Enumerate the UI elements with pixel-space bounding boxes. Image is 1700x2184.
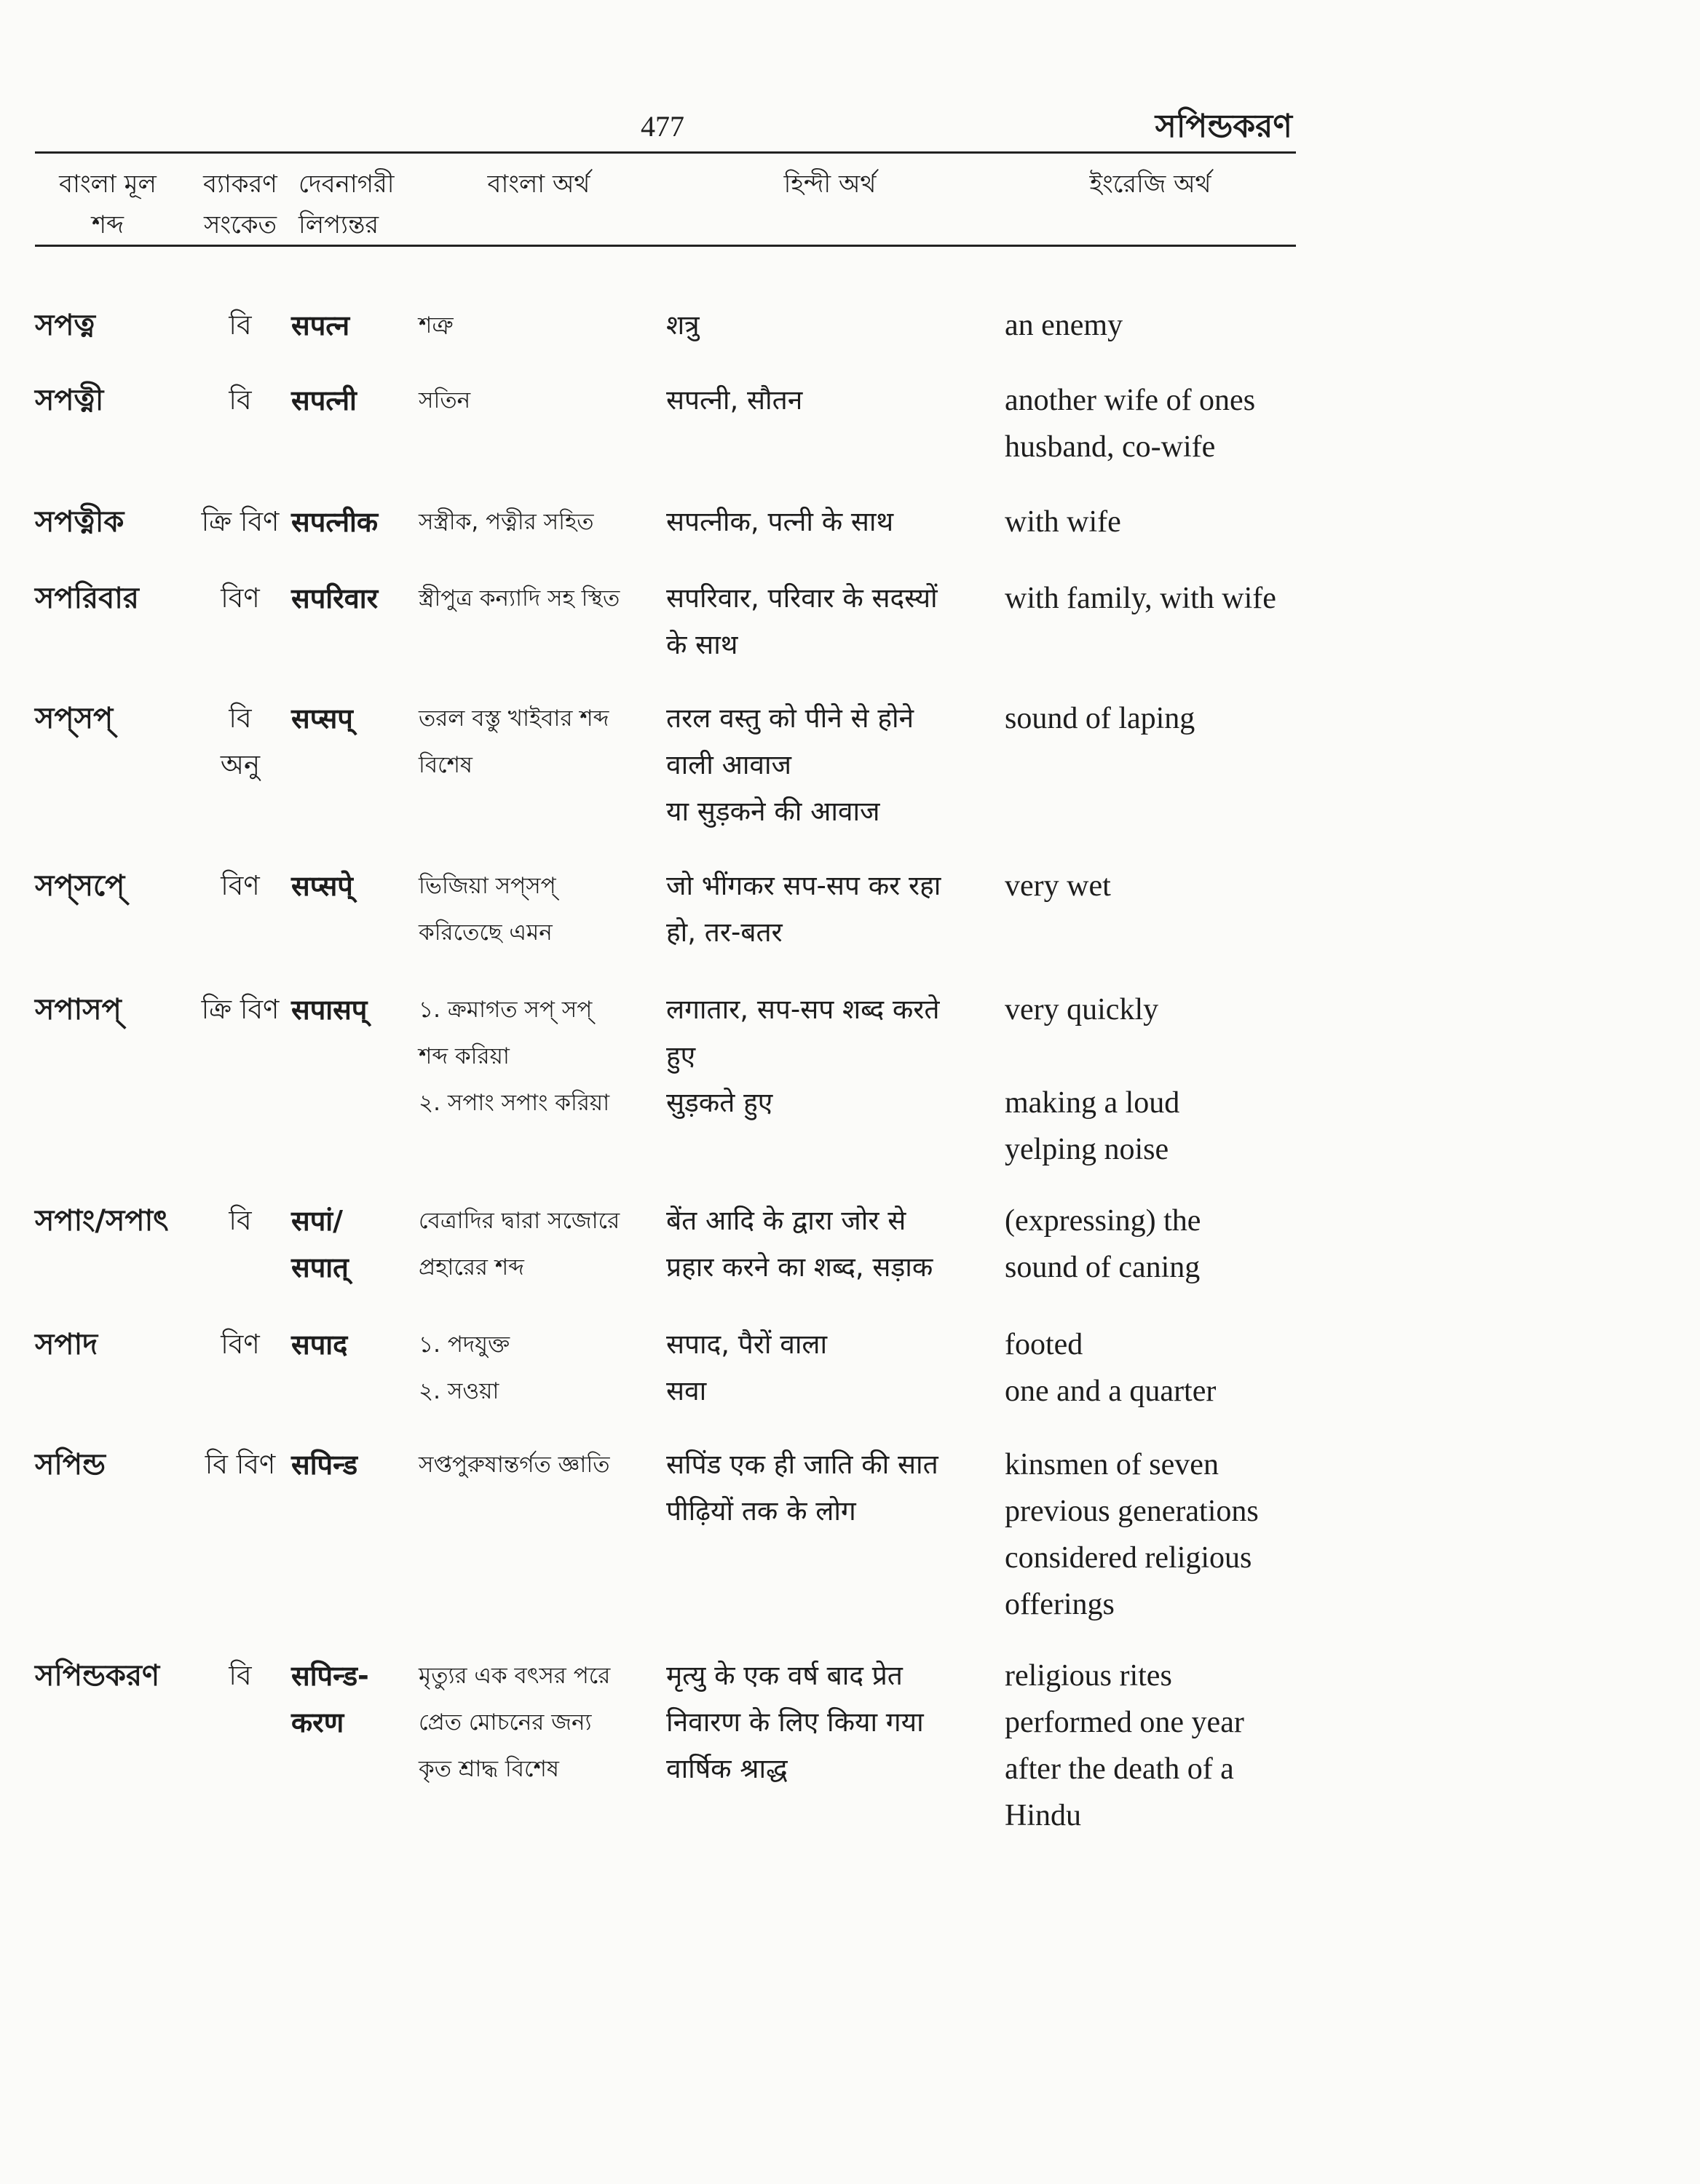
entry-english-meaning xyxy=(1005,1198,1303,1291)
entry-english-meaning xyxy=(1005,863,1303,909)
entry-grammar xyxy=(186,1441,295,1488)
entry-grammar-line: ক্রি বিণ xyxy=(201,506,280,537)
entry-english-meaning-line: kinsmen of seven xyxy=(1005,1448,1219,1481)
entry-english-meaning-line: sound of laping xyxy=(1005,702,1195,735)
entry-bengali-meaning xyxy=(419,986,659,1126)
entry-grammar-line: বি xyxy=(229,1660,252,1691)
entry-grammar-line: বিণ xyxy=(221,582,260,614)
entry-bengali-meaning xyxy=(419,377,659,424)
entry-hindi-meaning-line: जो भींगकर सप-सप कर रहा xyxy=(666,870,941,901)
entry-hindi-meaning xyxy=(666,986,997,1126)
entry-word-line: সপাং/সপাৎ xyxy=(35,1204,169,1238)
entry-grammar-line: বিণ xyxy=(221,1329,260,1360)
entry-hindi-meaning xyxy=(666,1198,997,1291)
column-header-grammar: ব্যাকরণ সংকেত xyxy=(203,170,277,240)
entry-devanagari xyxy=(291,1198,422,1291)
column-header-hindi-meaning: হিন্দী অর্থ xyxy=(783,170,877,199)
entry-word xyxy=(35,302,191,349)
entry-english-meaning-line: performed one year xyxy=(1005,1706,1244,1739)
entry-bengali-meaning-line: কৃত শ্রাদ্ধ বিশেষ xyxy=(419,1756,559,1782)
entry-bengali-meaning-line: প্রেত মোচনের জন্য xyxy=(419,1709,592,1736)
running-head: সপিন্ডকরণ xyxy=(1155,108,1292,145)
entry-english-meaning-line: offerings xyxy=(1005,1588,1115,1621)
entry-bengali-meaning-line: করিতেছে এমন xyxy=(419,919,553,946)
entry-word-line: সপ্‌সপে্ xyxy=(35,869,125,903)
entry-bengali-meaning-line: শব্দ করিয়া xyxy=(419,1043,510,1069)
entry-devanagari-line: सपासप् xyxy=(291,994,368,1026)
entry-word-line: সপিন্ড xyxy=(35,1448,106,1481)
entry-hindi-meaning-line: या सुड़कने की आवाज xyxy=(666,796,880,827)
entry-word xyxy=(35,377,191,424)
entry-english-meaning xyxy=(1005,986,1303,1173)
entry-word xyxy=(35,1198,191,1244)
entry-bengali-meaning xyxy=(419,302,659,349)
entry-bengali-meaning-line: তরল বস্তু খাইবার শব্দ xyxy=(419,705,609,732)
column-header-devanagari: দেবনাগরী লিপ্যন্তর xyxy=(299,170,395,240)
entry-hindi-meaning-line: पीढ़ियों तक के लोग xyxy=(666,1495,856,1527)
entry-hindi-meaning xyxy=(666,695,997,835)
entry-hindi-meaning xyxy=(666,575,997,668)
entry-hindi-meaning xyxy=(666,1653,997,1792)
entry-bengali-meaning-line: ২. সপাং সপাং করিয়া xyxy=(419,1090,610,1116)
entry-devanagari-line: सपिन्ड xyxy=(291,1449,358,1481)
entry-bengali-meaning xyxy=(419,1653,659,1792)
entry-grammar xyxy=(186,695,295,788)
entry-grammar xyxy=(186,499,295,545)
entry-hindi-meaning-line: सुड़कते हुए xyxy=(666,1087,773,1118)
entry-english-meaning-line: another wife of ones xyxy=(1005,384,1256,417)
entry-hindi-meaning-line: सवा xyxy=(666,1375,707,1406)
entry-bengali-meaning-line: ১. পদযুক্ত xyxy=(419,1332,510,1358)
entry-grammar xyxy=(186,986,295,1033)
entry-hindi-meaning-line: मृत्यु के एक वर्ष बाद प्रेत xyxy=(666,1660,903,1691)
entry-hindi-meaning-line: बेंत आदि के द्वारा जोर से xyxy=(666,1205,906,1236)
entry-hindi-meaning-line: वाली आवाज xyxy=(666,749,792,780)
header-rule-top xyxy=(35,151,1296,154)
entry-devanagari-line: सपिन्ड- xyxy=(291,1660,369,1692)
entry-bengali-meaning-line: ভিজিয়া সপ্‌সপ্ xyxy=(419,873,556,899)
entry-devanagari-line: सप्सपे् xyxy=(291,870,353,902)
entry-grammar-line: ক্রি বিণ xyxy=(201,994,280,1025)
entry-hindi-meaning-line: तरल वस्तु को पीने से होने xyxy=(666,703,914,734)
entry-english-meaning-line: with wife xyxy=(1005,505,1121,539)
entry-english-meaning-line: after the death of a xyxy=(1005,1752,1234,1786)
entry-devanagari xyxy=(291,499,422,545)
column-header-bengali-word: বাংলা মূল শব্দ xyxy=(59,170,157,240)
entry-hindi-meaning xyxy=(666,863,997,956)
entry-bengali-meaning-line: সতিন xyxy=(419,387,471,414)
entry-english-meaning-line: sound of caning xyxy=(1005,1251,1201,1284)
entry-hindi-meaning-line: सपत्नी, सौतन xyxy=(666,384,803,416)
entry-english-meaning-line: religious rites xyxy=(1005,1659,1172,1693)
entry-word xyxy=(35,499,191,545)
entry-hindi-meaning xyxy=(666,377,997,424)
entry-bengali-meaning xyxy=(419,1441,659,1488)
entry-word-line: সপ্‌সপ্ xyxy=(35,702,114,735)
entry-devanagari-line: सपात् xyxy=(291,1251,349,1283)
entry-bengali-meaning-line: শত্রু xyxy=(419,312,454,339)
entry-hindi-meaning-line: सपाद, पैरों वाला xyxy=(666,1329,828,1360)
entry-grammar-line: বি xyxy=(229,1205,252,1236)
entry-devanagari xyxy=(291,695,422,742)
entry-grammar-line: বি বিণ xyxy=(205,1449,276,1480)
entry-bengali-meaning-line: মৃত্যুর এক বৎসর পরে xyxy=(419,1663,611,1689)
entry-word xyxy=(35,986,191,1033)
entry-english-meaning-line: husband, co-wife xyxy=(1005,430,1216,464)
entry-devanagari xyxy=(291,1441,422,1488)
column-header-english-meaning: ইংরেজি অর্থ xyxy=(1089,170,1211,199)
entry-bengali-meaning-line: স্ত্রীপুত্র কন্যাদি সহ স্থিত xyxy=(419,585,620,612)
entry-english-meaning-line: previous generations xyxy=(1005,1495,1259,1528)
entry-grammar xyxy=(186,302,295,349)
entry-english-meaning xyxy=(1005,575,1303,622)
entry-devanagari xyxy=(291,863,422,909)
entry-english-meaning xyxy=(1005,1441,1303,1628)
entry-hindi-meaning-line: सपत्नीक, पत्नी के साथ xyxy=(666,506,894,537)
entry-devanagari xyxy=(291,1653,422,1746)
entry-bengali-meaning xyxy=(419,499,659,545)
entry-devanagari-line: सपत्नीक xyxy=(291,506,379,538)
entry-bengali-meaning-line: সপ্তপুরুষান্তর্গত জ্ঞাতি xyxy=(419,1452,610,1478)
entry-devanagari-line: सपत्नी xyxy=(291,384,357,416)
entry-hindi-meaning xyxy=(666,1321,997,1415)
entry-hindi-meaning-line: शत्रु xyxy=(666,309,700,341)
entry-devanagari xyxy=(291,1321,422,1368)
entry-bengali-meaning-line: প্রহারের শব্দ xyxy=(419,1254,524,1281)
entry-grammar-line: অনু xyxy=(220,749,261,780)
entry-devanagari xyxy=(291,377,422,424)
entry-english-meaning xyxy=(1005,499,1303,545)
entry-devanagari-line: सपाद xyxy=(291,1329,348,1361)
entry-english-meaning-line: footed xyxy=(1005,1328,1083,1361)
entry-hindi-meaning-line: हो, तर-बतर xyxy=(666,917,783,948)
entry-word-line: সপাসপ্ xyxy=(35,993,122,1026)
entry-grammar-line: বিণ xyxy=(221,870,260,901)
entry-devanagari-line: करण xyxy=(291,1706,344,1738)
entry-english-meaning-line: very quickly xyxy=(1005,993,1159,1026)
entry-hindi-meaning xyxy=(666,499,997,545)
entry-word xyxy=(35,695,191,742)
entry-english-meaning xyxy=(1005,302,1303,349)
entry-word-line: সপত্ন xyxy=(35,309,95,342)
entry-hindi-meaning-line: सपिंड एक ही जाति की सात xyxy=(666,1449,938,1480)
entry-bengali-meaning-line: ১. ক্রমাগত সপ্ সপ্ xyxy=(419,997,593,1023)
entry-word xyxy=(35,1441,191,1488)
entry-english-meaning-line: (expressing) the xyxy=(1005,1204,1201,1238)
entry-english-meaning-line: Hindu xyxy=(1005,1799,1081,1832)
entry-bengali-meaning-line: বিশেষ xyxy=(419,752,473,778)
entry-english-meaning-line: one and a quarter xyxy=(1005,1374,1217,1408)
entry-english-meaning-line: with family, with wife xyxy=(1005,582,1276,615)
entry-devanagari xyxy=(291,302,422,349)
entry-english-meaning-line: very wet xyxy=(1005,869,1111,903)
entry-bengali-meaning xyxy=(419,863,659,956)
column-header-bengali-meaning: বাংলা অর্থ xyxy=(487,170,590,199)
entry-word-line: সপত্নী xyxy=(35,384,104,417)
entry-bengali-meaning xyxy=(419,1198,659,1291)
entry-devanagari xyxy=(291,986,422,1033)
entry-grammar xyxy=(186,1653,295,1699)
entry-english-meaning xyxy=(1005,377,1303,470)
entry-hindi-meaning-line: लगातार, सप-सप शब्द करते xyxy=(666,994,940,1025)
entry-grammar xyxy=(186,377,295,424)
entry-word-line: সপাদ xyxy=(35,1328,98,1361)
entry-devanagari-line: सप्सप् xyxy=(291,703,353,735)
entry-grammar-line: বি xyxy=(229,384,252,416)
entry-word xyxy=(35,575,191,622)
entry-bengali-meaning xyxy=(419,1321,659,1415)
entry-word-line: সপিন্ডকরণ xyxy=(35,1659,160,1693)
entry-devanagari-line: सपां/ xyxy=(291,1205,343,1237)
entry-grammar xyxy=(186,863,295,909)
entry-hindi-meaning xyxy=(666,1441,997,1535)
entry-hindi-meaning-line: हुए xyxy=(666,1040,696,1072)
entry-english-meaning-line: making a loud xyxy=(1005,1086,1180,1120)
entry-word xyxy=(35,1321,191,1368)
entry-hindi-meaning-line: प्रहार करने का शब्द, सड़ाक xyxy=(666,1251,933,1283)
entry-grammar xyxy=(186,575,295,622)
entry-english-meaning xyxy=(1005,695,1303,742)
entry-devanagari xyxy=(291,575,422,622)
entry-word xyxy=(35,863,191,909)
entry-devanagari-line: सपरिवार xyxy=(291,582,379,614)
entry-word xyxy=(35,1653,191,1699)
entry-bengali-meaning-line: সস্ত্রীক, পত্নীর সহিত xyxy=(419,509,594,535)
entry-english-meaning-line: yelping noise xyxy=(1005,1133,1169,1166)
entry-bengali-meaning xyxy=(419,695,659,788)
entry-hindi-meaning-line: वार्षिक श्राद्ध xyxy=(666,1753,788,1784)
entry-devanagari-line: सपत्न xyxy=(291,309,350,341)
entry-hindi-meaning xyxy=(666,302,997,349)
entry-bengali-meaning-line: বেত্রাদির দ্বারা সজোরে xyxy=(419,1208,620,1234)
entry-english-meaning xyxy=(1005,1653,1303,1839)
entry-grammar-line: বি xyxy=(229,309,252,341)
entry-hindi-meaning-line: के साथ xyxy=(666,629,738,660)
entry-word-line: সপরিবার xyxy=(35,582,139,615)
entry-word-line: সপত্নীক xyxy=(35,505,124,539)
entry-english-meaning xyxy=(1005,1321,1303,1415)
entry-bengali-meaning xyxy=(419,575,659,622)
entry-hindi-meaning-line: सपरिवार, परिवार के सदस्यों xyxy=(666,582,938,614)
entry-english-meaning-line: an enemy xyxy=(1005,309,1123,342)
entry-grammar xyxy=(186,1198,295,1244)
entry-bengali-meaning-line: ২. সওয়া xyxy=(419,1378,499,1404)
entry-english-meaning-line: considered religious xyxy=(1005,1541,1252,1575)
entry-grammar xyxy=(186,1321,295,1368)
page-number: 477 xyxy=(641,110,684,143)
entry-hindi-meaning-line: निवारण के लिए किया गया xyxy=(666,1706,924,1738)
entry-grammar-line: বি xyxy=(229,703,252,734)
entry-english-meaning-line xyxy=(1005,1033,1303,1080)
